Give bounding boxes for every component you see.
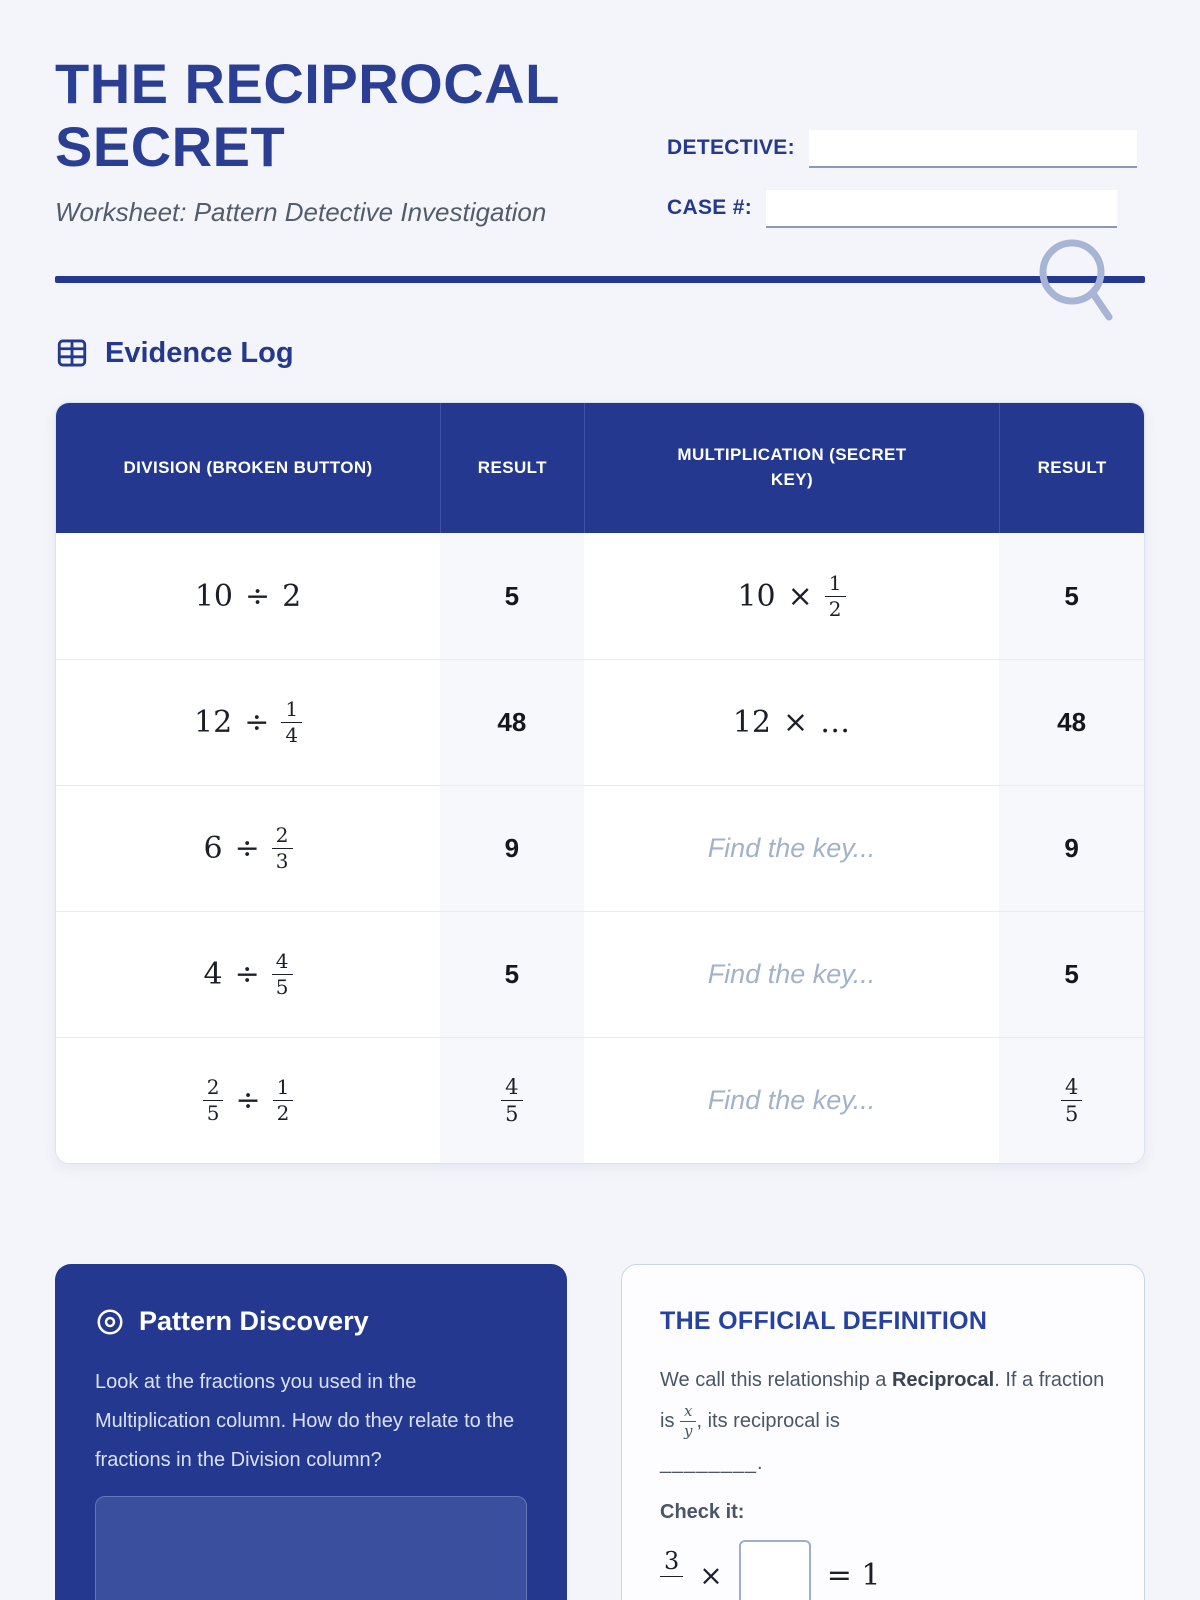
column-header-result-1: RESULT	[440, 403, 584, 533]
pattern-discovery-heading: Pattern Discovery	[95, 1306, 527, 1337]
result-cell: 5	[440, 533, 584, 659]
math-expression: 10 ÷ 2	[194, 578, 302, 614]
division-cell	[56, 533, 440, 659]
title-line-2: SECRET	[55, 115, 286, 179]
pattern-discovery-body: Look at the fractions you used in the Multiplication column. How do they relate to the fractions in the Division column?	[95, 1371, 515, 1471]
header	[55, 0, 1145, 250]
header-left	[55, 52, 560, 250]
check-answer-box[interactable]	[739, 1540, 811, 1600]
table-icon	[55, 336, 89, 370]
division-cell	[56, 659, 440, 785]
column-header-result-2: RESULT	[999, 403, 1144, 533]
result-cell: 5	[999, 533, 1144, 659]
math-expression: 12 ÷ $\frac{1}{4}$	[194, 698, 302, 747]
column-header-multiplication: MULTIPLICATION (SECRET KEY)	[584, 403, 1000, 533]
multiplication-cell	[584, 911, 1000, 1037]
result-cell: 5	[440, 911, 584, 1037]
case-label: CASE #:	[667, 196, 752, 219]
title-line-1: THE RECIPROCAL	[55, 52, 560, 115]
division-cell	[56, 911, 440, 1037]
case-input[interactable]	[766, 190, 1117, 228]
multiplication-cell	[584, 785, 1000, 911]
result-cell: 5	[999, 911, 1144, 1037]
worksheet-subtitle: Worksheet: Pattern Detective Investigation	[55, 196, 547, 227]
math-expression: 12 × …	[732, 705, 851, 740]
find-key-input[interactable]	[613, 832, 970, 865]
official-definition-card	[621, 1264, 1145, 1600]
header-divider-wrap	[55, 276, 1145, 284]
check-fraction: 3	[660, 1548, 683, 1600]
eye-icon	[95, 1307, 125, 1337]
multiply-sign: ×	[699, 1558, 723, 1592]
definition-body: We call this relationship a Reciprocal. If a fraction is $\frac{x}{y}$ , its reciprocal is	[660, 1369, 1105, 1441]
result-cell: 9	[999, 785, 1144, 911]
result-cell: 48	[999, 659, 1144, 785]
result-cell: 48	[440, 659, 584, 785]
result-cell: $\frac{4}{5}$	[999, 1037, 1144, 1163]
divider-rule	[55, 276, 1145, 283]
magnifier-icon	[1035, 234, 1123, 326]
division-cell	[56, 785, 440, 911]
xy-fraction: $\frac{x}{y}$	[680, 1403, 696, 1441]
detective-field-row	[667, 130, 1145, 168]
math-expression: 4 ÷ $\frac{4}{5}$	[204, 950, 293, 999]
find-key-input[interactable]	[613, 1084, 970, 1117]
reciprocal-term: Reciprocal	[891, 1369, 995, 1391]
official-definition-heading: THE OFFICIAL DEFINITION	[660, 1307, 988, 1335]
check-it-label: Check it:	[660, 1501, 745, 1523]
column-header-division: DIVISION (BROKEN BUTTON)	[56, 403, 440, 533]
detective-label: DETECTIVE:	[667, 136, 795, 159]
check-equation	[660, 1540, 1106, 1600]
bottom-cards	[55, 1264, 1145, 1600]
result-cell: 9	[440, 785, 584, 911]
multiplication-cell	[584, 533, 1000, 659]
evidence-table	[55, 402, 1145, 1164]
math-expression: $\frac{2}{5}$ ÷ $\frac{1}{2}$	[203, 1076, 294, 1125]
multiplication-cell	[584, 1037, 1000, 1163]
multiplication-cell	[584, 659, 1000, 785]
header-form	[667, 130, 1145, 250]
pattern-discovery-card	[55, 1264, 567, 1600]
case-field-row	[667, 190, 1145, 228]
detective-input[interactable]	[809, 130, 1137, 168]
division-cell	[56, 1037, 440, 1163]
pattern-answer-textarea[interactable]	[95, 1496, 527, 1600]
page-title	[55, 52, 560, 179]
check-equals: = 1	[826, 1557, 881, 1593]
evidence-log-title: Evidence Log	[105, 336, 294, 369]
definition-blank: ________.	[660, 1452, 764, 1474]
evidence-log-heading	[55, 336, 1145, 370]
result-cell: $\frac{4}{5}$	[440, 1037, 584, 1163]
math-expression: 6 ÷ $\frac{2}{3}$	[204, 824, 293, 873]
math-expression: 10 × $\frac{1}{2}$	[737, 572, 845, 621]
find-key-input[interactable]	[613, 958, 970, 991]
